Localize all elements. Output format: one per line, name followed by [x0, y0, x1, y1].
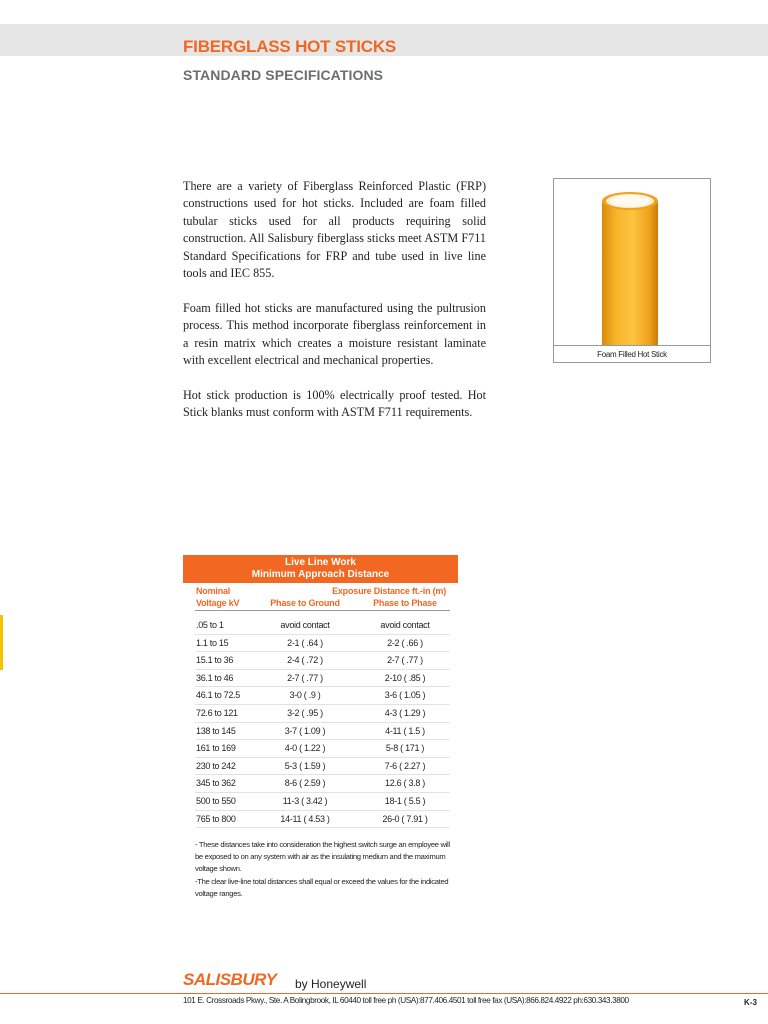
- header-divider: [195, 610, 450, 611]
- cell-phase-to-phase: 2-10 ( .85 ): [384, 672, 426, 683]
- page-number: K-3: [744, 998, 757, 1007]
- cell-phase-to-ground: 3-7 ( 1.09 ): [284, 725, 326, 736]
- paragraph-1: There are a variety of Fiberglass Reinforced Plastic (FRP) constructions used for hot sticks. Included are foam filled tubular sticks used for all products requiring solid construction. All Salisbury fiberglass sticks meet ASTM F711 Standard Specifications for FRP and tube used in live line tools and IEC 855.: [183, 179, 486, 281]
- table-title-line-1: Live Line Work: [285, 557, 356, 568]
- cell-voltage: 36.1 to 46: [196, 672, 234, 683]
- cell-voltage: 500 to 550: [196, 795, 236, 806]
- table-row: [195, 652, 450, 670]
- paragraph-2: Foam filled hot sticks are manufactured using the pultrusion process. This method incorporate fiberglass reinforcement in a resin matrix which creates a moisture resistant laminate with excellent electrical and mechanical properties.: [183, 300, 486, 368]
- table-row: [195, 617, 450, 635]
- cell-voltage: 46.1 to 72.5: [196, 690, 240, 701]
- cell-voltage: 161 to 169: [196, 743, 236, 754]
- cell-voltage: 230 to 242: [196, 760, 236, 771]
- table-row: [195, 775, 450, 793]
- table-notes: [195, 839, 453, 900]
- table-row: [195, 740, 450, 758]
- cell-phase-to-ground: avoid contact: [280, 620, 330, 630]
- approach-distance-table: [195, 617, 450, 828]
- table-row: [195, 687, 450, 705]
- column-header-phase-to-phase: Phase to Phase: [373, 598, 437, 608]
- cell-phase-to-phase: 26-0 ( 7.91 ): [382, 813, 428, 824]
- hot-stick-image: [554, 179, 710, 345]
- brand-suffix: by Honeywell: [295, 977, 367, 991]
- photo-caption: Foam Filled Hot Stick: [554, 345, 710, 362]
- cell-phase-to-ground: 8-6 ( 2.59 ): [284, 778, 326, 789]
- cell-phase-to-phase: avoid contact: [380, 620, 430, 630]
- footer-address: 101 E. Crossroads Pkwy., Ste. A Bolingbrook, IL 60440 toll free ph (USA):877.406.4501 toll free fax (USA):866.824.4922 ph:630.343.3800: [183, 996, 629, 1005]
- cell-voltage: .05 to 1: [196, 620, 224, 630]
- cell-phase-to-ground: 11-3 ( 3.42 ): [282, 795, 328, 806]
- product-photo: [553, 178, 711, 363]
- brand-logo: SALISBURY: [183, 970, 277, 989]
- cell-phase-to-phase: 7-6 ( 2.27 ): [384, 760, 426, 771]
- cell-voltage: 1.1 to 15: [196, 637, 229, 648]
- cell-phase-to-phase: 12.6 ( 3.8 ): [385, 778, 425, 789]
- table-title-line-2: Minimum Approach Distance: [251, 569, 390, 580]
- note-1: - These distances take into consideration the highest switch surge an employee will be exposed to on any system with air as the insulating medium and the maximum voltage shown.: [195, 840, 450, 874]
- cell-voltage: 765 to 800: [196, 813, 236, 824]
- table-row: [195, 670, 450, 688]
- cell-phase-to-ground: 3-2 ( .95 ): [287, 707, 323, 718]
- table-row: [195, 723, 450, 741]
- cell-phase-to-phase: 3-6 ( 1.05 ): [384, 690, 426, 701]
- cell-voltage: 345 to 362: [196, 778, 236, 789]
- table-row: [195, 758, 450, 776]
- cell-phase-to-ground: 14-11 ( 4.53 ): [280, 813, 330, 824]
- cell-phase-to-ground: 2-1 ( .64 ): [287, 637, 323, 648]
- cell-voltage: 138 to 145: [196, 725, 236, 736]
- column-header-exposure: Exposure Distance ft.-in (m): [332, 586, 446, 596]
- column-header-voltage: Nominal Voltage kV: [196, 586, 240, 608]
- body-text: [183, 178, 486, 439]
- table-row: [195, 705, 450, 723]
- column-header-phase-to-ground: Phase to Ground: [270, 598, 340, 608]
- paragraph-3: Hot stick production is 100% electrically proof tested. Hot Stick blanks must conform with ASTM F711 requirements.: [183, 387, 486, 420]
- cell-voltage: 72.6 to 121: [196, 707, 238, 718]
- cell-phase-to-ground: 2-4 ( .72 ): [287, 655, 323, 666]
- cell-phase-to-ground: 2-7 ( .77 ): [287, 672, 323, 683]
- cell-phase-to-ground: 5-3 ( 1.59 ): [284, 760, 326, 771]
- cell-phase-to-phase: 2-7 ( .77 ): [387, 655, 423, 666]
- cell-voltage: 15.1 to 36: [196, 655, 234, 666]
- page-title: FIBERGLASS HOT STICKS: [183, 37, 397, 56]
- page-subtitle: STANDARD SPECIFICATIONS: [183, 67, 384, 83]
- cell-phase-to-phase: 18-1 ( 5.5 ): [384, 795, 426, 806]
- edge-marker: [0, 615, 3, 670]
- table-row: [195, 811, 450, 829]
- cell-phase-to-phase: 2-2 ( .66 ): [387, 637, 423, 648]
- cell-phase-to-phase: 5-8 ( 171 ): [385, 743, 425, 754]
- table-row: [195, 793, 450, 811]
- table-row: [195, 635, 450, 653]
- cell-phase-to-phase: 4-11 ( 1.5 ): [385, 725, 425, 736]
- table-title: [183, 555, 458, 583]
- cell-phase-to-phase: 4-3 ( 1.29 ): [384, 707, 426, 718]
- cell-phase-to-ground: 3-0 ( .9 ): [289, 690, 321, 701]
- cell-phase-to-ground: 4-0 ( 1.22 ): [284, 743, 326, 754]
- footer-divider: [0, 993, 768, 994]
- note-2: -The clear live-line total distances shall equal or exceed the values for the indicated voltage ranges.: [195, 876, 449, 898]
